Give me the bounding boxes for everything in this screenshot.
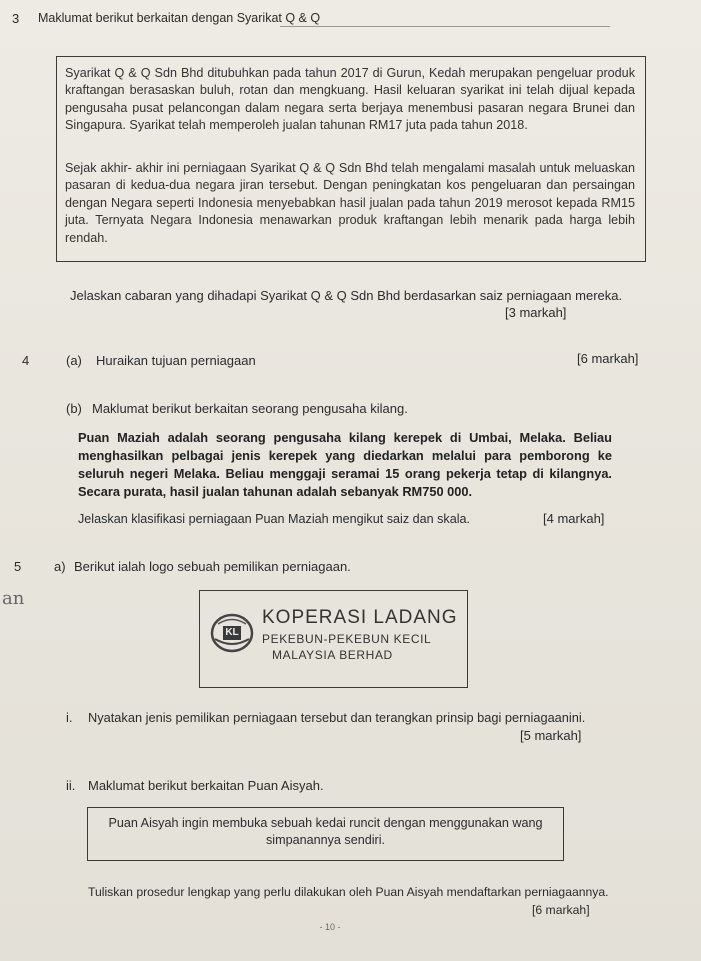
q5ii-question: Tuliskan prosedur lengkap yang perlu dilakukan oleh Puan Aisyah mendaftarkan perniagaannya. — [88, 885, 609, 899]
q3-header: Maklumat berikut berkaitan dengan Syarikat Q & Q — [38, 11, 321, 25]
q5ii-text: Maklumat berikut berkaitan Puan Aisyah. — [88, 778, 324, 793]
q3-question: Jelaskan cabaran yang dihadapi Syarikat Q & Q Sdn Bhd berdasarkan saiz perniagaan mereka. — [70, 288, 623, 303]
page-number: - 10 - — [319, 922, 341, 932]
q5ii-label: ii. — [66, 778, 76, 793]
q4a-marks: [6 markah] — [577, 351, 639, 366]
q5-number: 5 — [14, 559, 22, 574]
q4b-question: Jelaskan klasifikasi perniagaan Puan Maziah mengikut saiz dan skala. — [78, 512, 471, 526]
q3-case-paragraph-2: Sejak akhir- akhir ini perniagaan Syarikat Q & Q Sdn Bhd telah mengalami masalah untuk meluaskan pasaran di kedua-dua negara jiran tersebut. Dengan peningkatan kos pengeluaran dan persaingan dengan Negara seperti Indonesia menyebabkan hasil jualan pada tahun 2019 merosot kepada RM15 juta. Ternyata Negara Indonesia menawarkan produk kraftangan lebih menarik pada harga lebih rendah. — [65, 161, 635, 245]
q5ii-marks: [6 markah] — [532, 903, 590, 917]
q4a-label: (a) — [66, 353, 82, 368]
q4a-text: Huraikan tujuan perniagaan — [96, 353, 256, 368]
cooperative-logo-emblem — [210, 613, 254, 653]
q5i-text: Nyatakan jenis pemilikan perniagaan tersebut dan terangkan prinsip bagi perniagaanini. — [88, 710, 586, 725]
q4-number: 4 — [22, 353, 30, 368]
q4b-text: Maklumat berikut berkaitan seorang pengusaha kilang. — [92, 401, 408, 416]
q3-case-box — [56, 56, 646, 262]
q5a-text: Berikut ialah logo sebuah pemilikan perniagaan. — [74, 559, 351, 574]
q5i-label: i. — [66, 710, 73, 725]
logo-line-1: KOPERASI LADANG — [262, 607, 458, 628]
q4b-case: Puan Maziah adalah seorang pengusaha kilang kerepek di Umbai, Melaka. Beliau menghasilkan pelbagai jenis kerepek yang diedarkan melalui para pemborong ke seluruh negeri Melaka. Beliau menggaji seramai 15 orang pekerja tetap di kilangnya. Secara purata, hasil jualan tahunan adalah sebanyak RM750 000. — [78, 430, 612, 499]
margin-handwriting: an — [2, 588, 25, 609]
q5ii-case: Puan Aisyah ingin membuka sebuah kedai runcit dengan menggunakan wang simpanannya sendiri. — [108, 816, 543, 847]
q3-marks: [3 markah] — [505, 305, 567, 320]
logo-emblem-text: KL — [225, 627, 239, 638]
logo-line-3: MALAYSIA BERHAD — [272, 648, 393, 662]
q4b-marks: [4 markah] — [543, 511, 605, 526]
logo-box — [199, 590, 468, 688]
logo-line-2: PEKEBUN-PEKEBUN KECIL — [262, 632, 432, 646]
header-rule — [280, 26, 610, 27]
q5a-label: a) — [54, 559, 66, 574]
q3-case-paragraph-1: Syarikat Q & Q Sdn Bhd ditubuhkan pada tahun 2017 di Gurun, Kedah merupakan pengeluar produk kraftangan berasaskan buluh, rotan dan mengkuang. Hasil keluaran syarikat ini telah dijual kepada pengusaha pusat pelancongan dalam negara serta berjaya menembusi pasaran negara Brunei dan Singapura. Syarikat telah memperoleh jualan tahunan RM17 juta pada tahun 2018. — [65, 66, 635, 133]
q5ii-case-box — [87, 807, 564, 861]
q3-number: 3 — [12, 11, 20, 26]
q4b-label: (b) — [66, 401, 82, 416]
q5i-marks: [5 markah] — [520, 728, 582, 743]
